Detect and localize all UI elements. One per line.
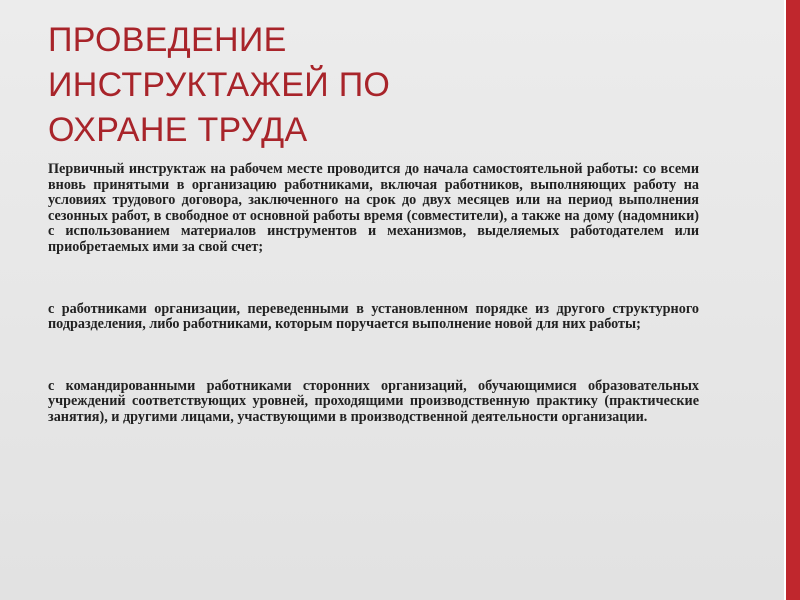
slide-title-line: ИНСТРУКТАЖЕЙ ПО [48,66,391,104]
slide-title [48,18,648,153]
body-paragraph-seconded-workers: с командированными работниками сторонних организаций, обучающимися образовательных учреждений соответствующих уровней, проходящими производственную практику (практические занятия), и другими лицами, участвующими в производственной деятельности организации. [48,377,699,425]
body-paragraph-transferred-workers: с работниками организации, переведенными в установленном порядке из другого структурного подразделения, либо работниками, которым поручается выполнение новой для них работы; [48,300,699,333]
accent-bar [786,0,800,600]
body-paragraph-primary-briefing: Первичный инструктаж на рабочем месте проводится до начала самостоятельной работы: со всеми вновь принятыми в организацию работниками, включая работников, выполняющих работу на условиях трудового договора, заключенного на срок до двух месяцев или на период выполнения сезонных работ, в свободное от основной работы время (совместители), а также на дому (надомники) с использованием материалов инструментов и механизмов, выделяемых работодателем или приобретаемых ими за свой счет; [48,161,699,255]
slide-body [48,162,699,426]
slide-title-line: ОХРАНЕ ТРУДА [48,111,308,149]
slide-title-line: ПРОВЕДЕНИЕ [48,21,287,59]
